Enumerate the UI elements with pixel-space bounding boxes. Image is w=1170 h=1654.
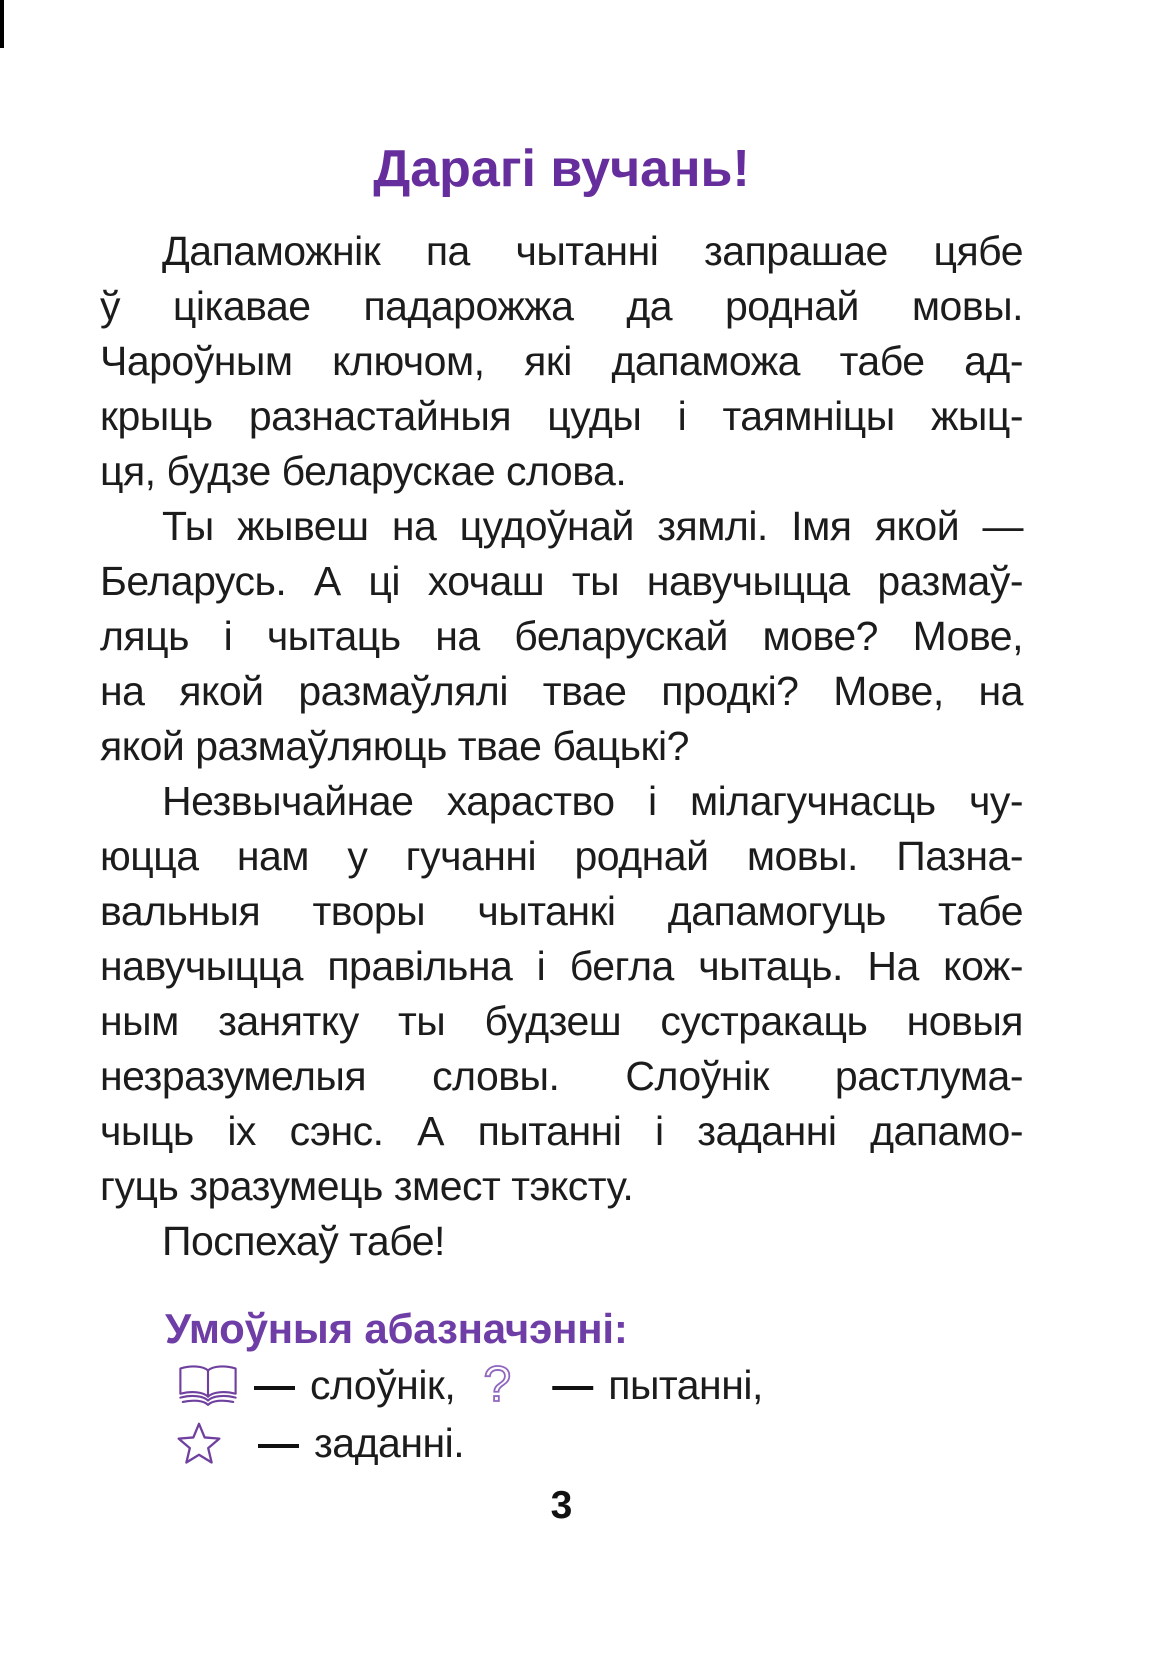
em-dash: — [552,1361,594,1408]
paragraph-line: юцца нам у гучанні роднай мовы. Пазна- [100,833,1023,879]
legend-label-dictionary: слоўнік, [310,1361,456,1408]
paragraph-line: Дапаможнік па чытанні запрашае цябе [162,228,1023,274]
paragraph-line: гуць зразумець змест тэксту. [100,1163,634,1209]
signoff-line: Поспехаў табе! [162,1218,445,1264]
paragraph-line: ным занятку ты будзеш сустракаць новыя [100,998,1023,1044]
paragraph-line: на якой размаўлялі твае продкі? Мове, на [100,668,1023,714]
legend-row [100,1414,1023,1472]
paragraph-line: незразумелыя словы. Слоўнік растлума- [100,1053,1023,1099]
star-icon [177,1421,221,1465]
question-mark-icon [480,1361,514,1409]
paragraph-line: ляць і чытаць на беларускай мове? Мове, [100,613,1023,659]
paragraph [100,1214,1023,1269]
paragraph [100,774,1023,1214]
paragraph-line: Беларусь. А ці хочаш ты навучыцца размаў- [100,558,1023,604]
svg-text:?: ? [483,1361,511,1409]
paragraph-line: чыць іх сэнс. А пытанні і заданні дапамо- [100,1108,1023,1154]
scan-artifact-mark [0,0,4,48]
open-book-icon [177,1363,239,1407]
page-title: Дарагі вучань! [373,140,750,198]
em-dash: — [258,1419,299,1466]
em-dash: — [254,1361,295,1408]
paragraph-line: Чароўным ключом, які дапаможа табе ад- [100,338,1023,384]
paragraph-line: ця, будзе беларускае слова. [100,448,627,494]
legend-heading: Умоўныя абазначэнні: [165,1305,628,1352]
paragraph-line: вальныя творы чытанкі дапамогуць табе [100,888,1023,934]
paragraph-line: якой размаўляюць твае бацькі? [100,723,689,769]
legend-label-tasks: заданні. [314,1419,465,1466]
paragraph-line: Незвычайнае хараство і мілагучнасць чу- [162,778,1023,824]
paragraph [100,224,1023,499]
paragraph-line: крыць разнастайныя цуды і таямніцы жыц- [100,393,1023,439]
legend-label-questions: пытанні, [608,1361,763,1408]
paragraph [100,499,1023,774]
legend-row [100,1356,1023,1414]
paragraph-line: навучыцца правільна і бегла чытаць. На кож- [100,943,1023,989]
page-body [100,224,1023,1472]
page-number: 3 [550,1484,573,1527]
paragraph-line: ў цікавае падарожжа да роднай мовы. [100,283,1023,329]
paragraph-line: Ты жывеш на цудоўнай зямлі. Імя якой — [162,503,1023,549]
